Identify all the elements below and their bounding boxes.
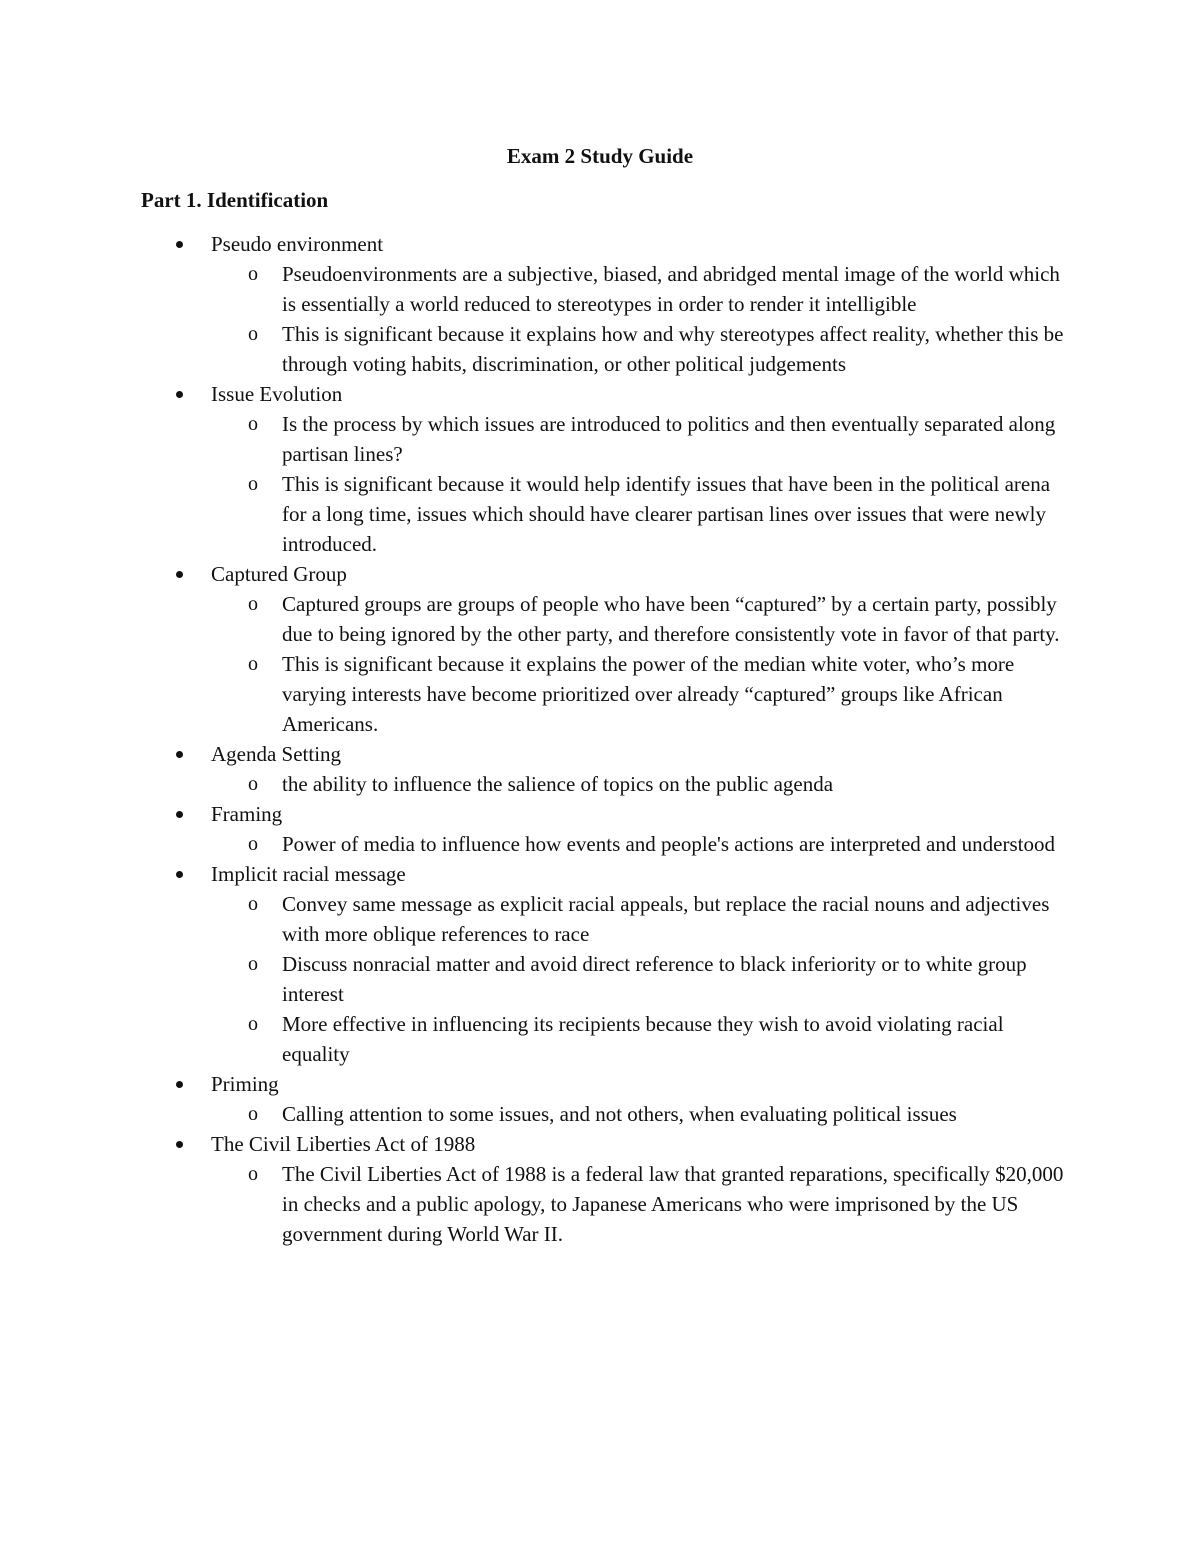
term-label: Agenda Setting [211,742,342,766]
term-item-priming [0,1069,1061,1129]
term-detail: o Power of media to influence how events and people's actions are interpreted and understood [282,829,1067,859]
term-detail: o This is significant because it explains the power of the median white voter, who’s more varying interests have become prioritized over already “captured” groups like African Americans. [282,649,1067,739]
term-detail: o the ability to influence the salience of topics on the public agenda [282,769,1067,799]
term-detail: o Discuss nonracial matter and avoid direct reference to black inferiority or to white group interest [282,949,1067,1009]
term-item-implicit-racial-message [0,859,1061,1069]
term-label: Issue Evolution [211,382,343,406]
term-label: Framing [211,802,283,826]
term-detail: o More effective in influencing its recipients because they wish to avoid violating racial equality [282,1009,1067,1069]
term-label: Priming [211,1072,279,1096]
term-label: Pseudo environment [211,232,384,256]
term-details [211,1159,1064,1249]
term-item-agenda-setting [0,739,1061,799]
term-detail: o Convey same message as explicit racial appeals, but replace the racial nouns and adjectives with more oblique references to race [282,889,1067,949]
term-label: Captured Group [211,562,347,586]
term-detail: o Pseudoenvironments are a subjective, biased, and abridged mental image of the world which is essentially a world reduced to stereotypes in order to render it intelligible [282,259,1067,319]
section-heading: Part 1. Identification [141,188,329,212]
term-list [0,229,1200,1249]
term-detail: o The Civil Liberties Act of 1988 is a federal law that granted reparations, specifically $20,000 in checks and a public apology, to Japanese Americans who were imprisoned by the US government during World War II. [282,1159,1067,1249]
term-item-civil-liberties-act [0,1129,1064,1249]
term-details [211,1099,1061,1129]
term-details [211,829,1061,859]
term-detail: o Calling attention to some issues, and not others, when evaluating political issues [282,1099,1067,1129]
term-details [211,589,1061,739]
term-item-issue-evolution [0,379,1061,559]
term-detail: o Captured groups are groups of people who have been “captured” by a certain party, possibly due to being ignored by the other party, and therefore consistently vote in favor of that party. [282,589,1067,649]
term-detail: o This is significant because it explains how and why stereotypes affect reality, whether this be through voting habits, discrimination, or other political judgements [282,319,1067,379]
term-details [211,769,1061,799]
term-detail: o Is the process by which issues are introduced to politics and then eventually separated along partisan lines? [282,409,1067,469]
term-detail: o This is significant because it would help identify issues that have been in the political arena for a long time, issues which should have clearer partisan lines over issues that were newly introduced. [282,469,1067,559]
term-details [211,409,1061,559]
page-title: Exam 2 Study Guide [506,144,694,168]
term-details [211,889,1061,1069]
term-item-captured-group [0,559,1061,739]
term-item-framing [0,799,1061,859]
term-item-pseudo-environment [0,229,1064,379]
term-details [211,259,1064,379]
term-label: Implicit racial message [211,862,406,886]
term-label: The Civil Liberties Act of 1988 [211,1132,476,1156]
